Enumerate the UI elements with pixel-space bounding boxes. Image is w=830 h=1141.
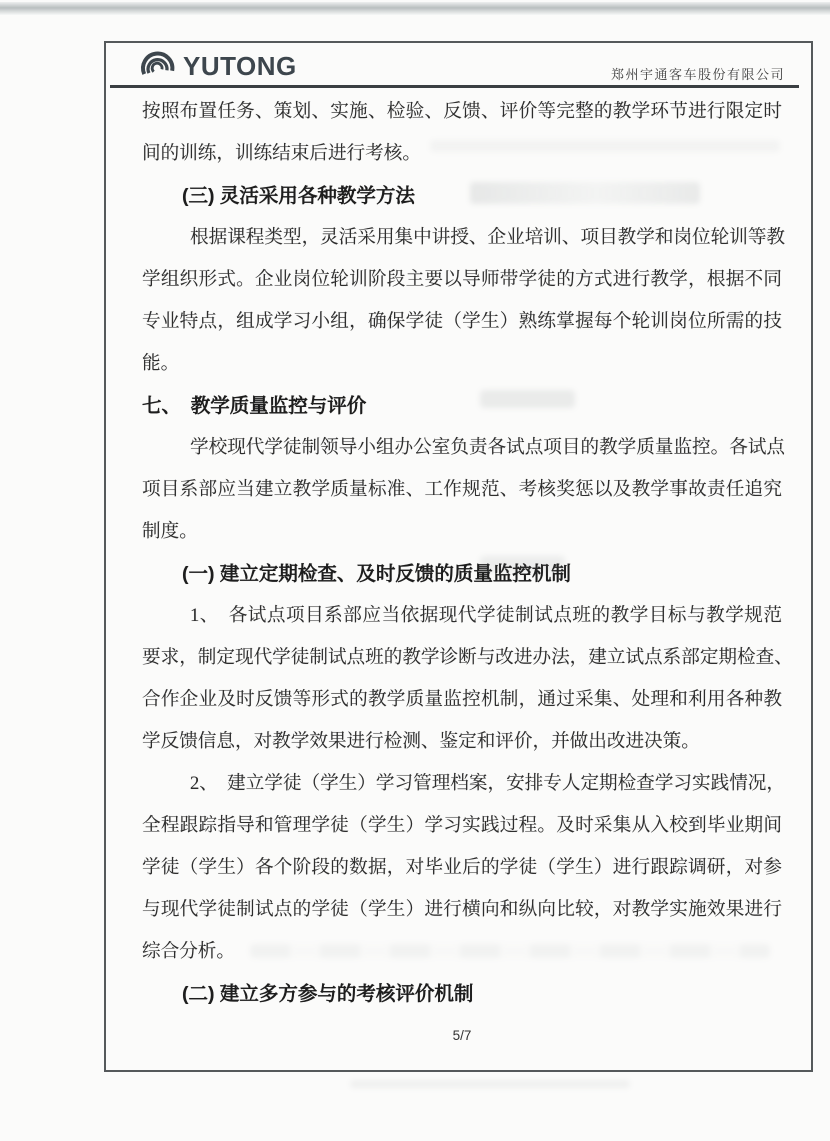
text-line: 学校现代学徒制领导小组办公室负责各试点项目的教学质量监控。各试点	[190, 437, 786, 458]
text-line: 间的训练，训练结束后进行考核。	[142, 143, 421, 164]
text-line: 按照布置任务、策划、实施、检验、反馈、评价等完整的教学环节进行限定时	[142, 101, 782, 122]
text-line: (二) 建立多方参与的考核评价机制	[182, 983, 474, 1005]
text-block	[142, 973, 782, 1015]
text-line: 合作企业及时反馈等形式的教学质量监控机制，通过采集、处理和利用各种教	[142, 689, 782, 710]
text-line: 项目系部应当建立教学质量标准、工作规范、考核奖惩以及教学事故责任追究	[142, 479, 782, 500]
text-block	[142, 175, 782, 217]
logo-wordmark: YUTONG	[183, 51, 297, 81]
page-footer	[142, 1015, 782, 1057]
text-line: 要求，制定现代学徒制试点班的教学诊断与改进办法，建立试点系部定期检查、	[142, 647, 793, 668]
text-line: 制度。	[142, 521, 198, 542]
text-line: (三) 灵活采用各种教学方法	[182, 185, 415, 207]
text-line: 七、 教学质量监控与评价	[142, 395, 367, 417]
text-block	[142, 427, 786, 553]
text-block	[142, 385, 782, 427]
text-line: 学组织形式。企业岗位轮训阶段主要以导师带学徒的方式进行教学，根据不同	[142, 269, 782, 290]
document-body	[142, 91, 793, 1057]
text-block	[142, 553, 782, 595]
text-line: 学徒（学生）各个阶段的数据，对毕业后的学徒（学生）进行跟踪调研，对参	[142, 857, 782, 878]
text-line: 与现代学徒制试点的学徒（学生）进行横向和纵向比较，对教学实施效果进行	[142, 899, 782, 920]
text-block	[142, 217, 786, 385]
text-line: 根据课程类型，灵活采用集中讲授、企业培训、项目教学和岗位轮训等教	[190, 227, 786, 248]
header-divider	[110, 85, 799, 88]
text-line: 1、 各试点项目系部应当依据现代学徒制试点班的教学目标与教学规范	[190, 605, 782, 626]
text-line: 专业特点，组成学习小组，确保学徒（学生）熟练掌握每个轮训岗位所需的技	[142, 311, 782, 332]
scan-artifact	[350, 1080, 630, 1088]
yutong-triple-arc-icon	[136, 48, 178, 84]
page-number: 5/7	[452, 1028, 472, 1043]
text-line: 2、 建立学徒（学生）学习管理档案，安排专人定期检查学习实践情况，	[190, 773, 785, 794]
text-line: 综合分析。	[142, 941, 235, 962]
text-line: 学反馈信息，对教学效果进行检测、鉴定和评价，并做出改进决策。	[142, 731, 700, 752]
text-block	[142, 763, 785, 973]
scanner-edge-band	[0, 2, 830, 15]
text-line: 全程跟踪指导和管理学徒（学生）学习实践过程。及时采集从入校到毕业期间	[142, 815, 782, 836]
text-block	[142, 91, 782, 175]
yutong-logo	[136, 48, 297, 84]
text-line: (一) 建立定期检查、及时反馈的质量监控机制	[182, 563, 571, 585]
text-line: 能。	[142, 353, 180, 374]
text-block	[142, 595, 793, 763]
company-name: 郑州宇通客车股份有限公司	[610, 67, 785, 82]
document-frame	[104, 41, 813, 1072]
